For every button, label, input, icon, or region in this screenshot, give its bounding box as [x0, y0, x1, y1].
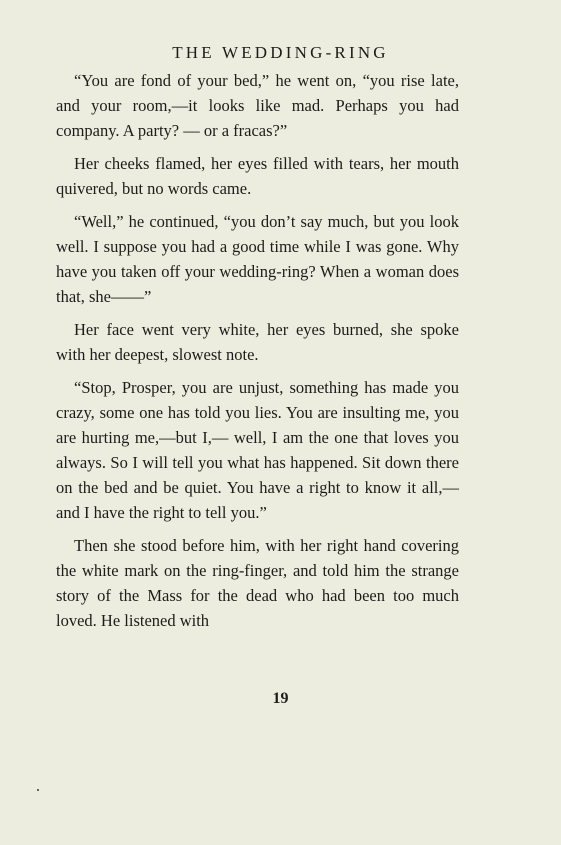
paragraph-1: “You are fond of your bed,” he went on, “you rise late, and your room,—it looks like mad. Perhaps you had company. A party? — or a fracas?”: [56, 71, 459, 140]
page-number: 19: [272, 690, 289, 707]
body-text: [56, 68, 459, 641]
paragraph-5: “Stop, Prosper, you are unjust, something has made you crazy, some one has told you lies. You are insulting me, you are hurting me,—but I,— well, I am the one that loves you always. So I will tell you what has happened. Sit down there on the bed and be quiet. You have a right to know it all,—and I have the right to tell you.”: [56, 378, 459, 522]
paragraph-2: Her cheeks flamed, her eyes filled with tears, her mouth quivered, but no words came.: [56, 154, 459, 198]
paragraph-3: “Well,” he continued, “you don’t say much, but you look well. I suppose you had a good time while I was gone. Why have you taken off your wedding-ring? When a woman does that, she——”: [56, 212, 459, 306]
paper-speck: [37, 789, 39, 791]
paragraph-4: Her face went very white, her eyes burned, she spoke with her deepest, slowest note.: [56, 320, 459, 364]
paragraph-6: Then she stood before him, with her right hand covering the white mark on the ring-finger, and told him the strange story of the Mass for the dead who had been too much loved. He listened with: [56, 536, 459, 630]
running-head: THE WEDDING-RING: [172, 43, 389, 62]
